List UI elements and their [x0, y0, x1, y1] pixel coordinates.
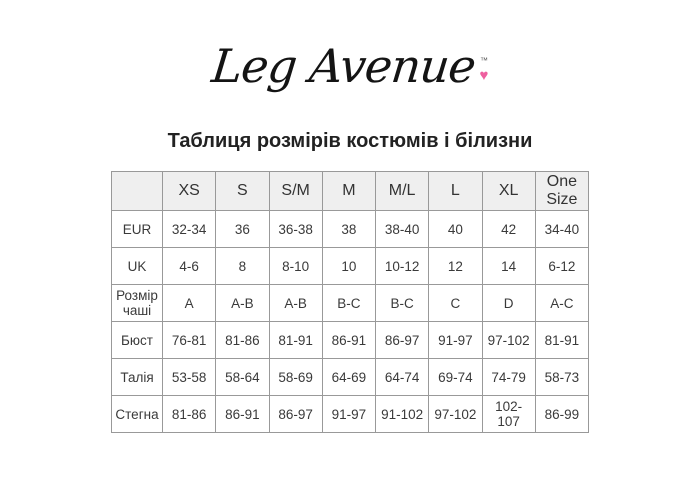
logo-text: Leg Avenue	[208, 39, 478, 93]
heart-icon: ♥	[479, 67, 489, 84]
table-cell: 91-97	[322, 396, 375, 433]
table-row-eur	[112, 211, 589, 248]
table-cell: 91-102	[376, 396, 429, 433]
row-label-cup-size: Розмір чаші	[112, 285, 163, 322]
table-cell: 64-74	[376, 359, 429, 396]
column-header-l: L	[429, 172, 482, 211]
row-label-waist: Талія	[112, 359, 163, 396]
table-cell: 8	[216, 248, 269, 285]
table-cell: 40	[429, 211, 482, 248]
table-cell: 32-34	[163, 211, 216, 248]
table-row-cup-size	[112, 285, 589, 322]
table-cell: 86-99	[535, 396, 588, 433]
table-cell: 81-86	[163, 396, 216, 433]
table-cell: 6-12	[535, 248, 588, 285]
table-cell: 58-64	[216, 359, 269, 396]
column-header-xs: XS	[163, 172, 216, 211]
table-cell: A-B	[216, 285, 269, 322]
table-cell: 86-91	[322, 322, 375, 359]
table-cell: 36	[216, 211, 269, 248]
column-header-m: M	[322, 172, 375, 211]
table-cell: 58-73	[535, 359, 588, 396]
trademark-symbol: ™	[479, 56, 488, 65]
table-cell: A	[163, 285, 216, 322]
table-cell: 10	[322, 248, 375, 285]
table-cell: 8-10	[269, 248, 322, 285]
table-row-bust	[112, 322, 589, 359]
table-cell: 86-97	[269, 396, 322, 433]
table-cell: 102-107	[482, 396, 535, 433]
table-cell: 86-97	[376, 322, 429, 359]
table-cell: 14	[482, 248, 535, 285]
table-cell: 86-91	[216, 396, 269, 433]
table-cell: 69-74	[429, 359, 482, 396]
table-cell: 10-12	[376, 248, 429, 285]
size-table	[111, 171, 589, 433]
table-cell: A-C	[535, 285, 588, 322]
column-header-xl: XL	[482, 172, 535, 211]
table-cell: 4-6	[163, 248, 216, 285]
column-header-one-size: One Size	[535, 172, 588, 211]
column-header-s: S	[216, 172, 269, 211]
table-cell: D	[482, 285, 535, 322]
row-label-eur: EUR	[112, 211, 163, 248]
table-cell: 12	[429, 248, 482, 285]
corner-cell	[112, 172, 163, 211]
table-row-uk	[112, 248, 589, 285]
table-cell: 76-81	[163, 322, 216, 359]
column-header-ml: M/L	[376, 172, 429, 211]
table-cell: A-B	[269, 285, 322, 322]
table-cell: 97-102	[482, 322, 535, 359]
table-cell: 74-79	[482, 359, 535, 396]
table-header-row	[112, 172, 589, 211]
table-cell: 38-40	[376, 211, 429, 248]
table-cell: 42	[482, 211, 535, 248]
table-row-waist	[112, 359, 589, 396]
table-cell: 58-69	[269, 359, 322, 396]
table-cell: 38	[322, 211, 375, 248]
table-row-hips	[112, 396, 589, 433]
table-cell: 91-97	[429, 322, 482, 359]
table-cell: 64-69	[322, 359, 375, 396]
size-table-container	[0, 171, 700, 433]
table-cell: 81-86	[216, 322, 269, 359]
table-cell: 81-91	[535, 322, 588, 359]
table-cell: 53-58	[163, 359, 216, 396]
row-label-bust: Бюст	[112, 322, 163, 359]
table-cell: 34-40	[535, 211, 588, 248]
table-cell: B-C	[376, 285, 429, 322]
logo	[0, 30, 700, 102]
page-title: Таблиця розмірів костюмів і білизни	[167, 130, 533, 152]
table-cell: 97-102	[429, 396, 482, 433]
row-label-hips: Стегна	[112, 396, 163, 433]
row-label-uk: UK	[112, 248, 163, 285]
table-cell: 81-91	[269, 322, 322, 359]
table-cell: C	[429, 285, 482, 322]
table-cell: 36-38	[269, 211, 322, 248]
table-cell: B-C	[322, 285, 375, 322]
logo-mark	[479, 57, 488, 83]
column-header-sm: S/M	[269, 172, 322, 211]
